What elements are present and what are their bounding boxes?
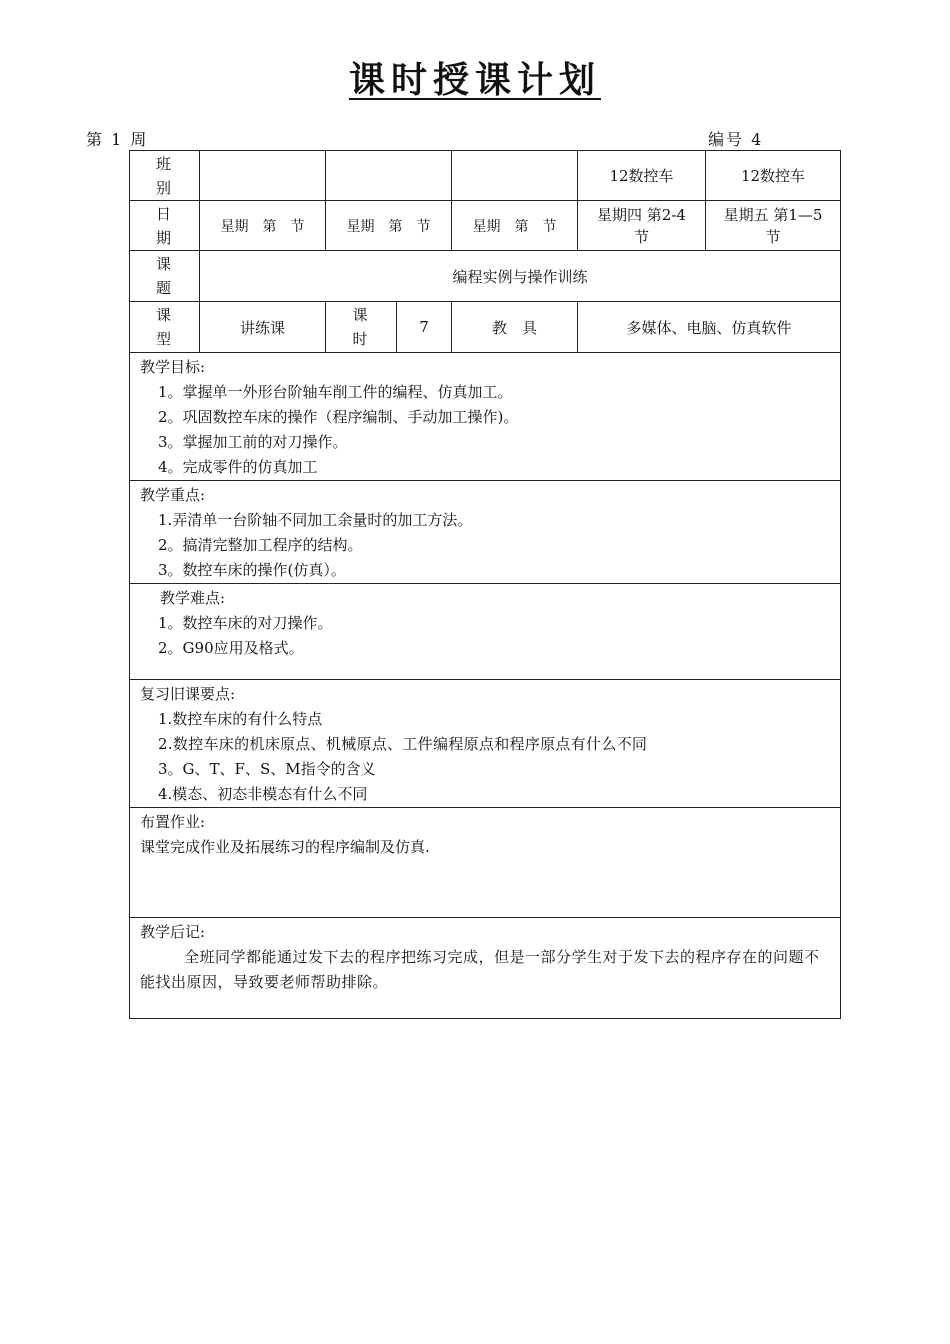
review-row (130, 680, 841, 808)
postscript-text: 全班同学都能通过发下去的程序把练习完成，但是一部分学生对于发下去的程序存在的问题不能找出原因，导致要老师帮助排除。 (140, 948, 820, 991)
difficulty-item: 1。数控车床的对刀操作。 (158, 614, 333, 632)
class-cell-4: 12数控车 (578, 151, 706, 201)
date-cell-5: 星期五 第1—5 节 (706, 201, 841, 251)
postscript-row (130, 918, 841, 1019)
date-cell-4: 星期四 第2-4 节 (578, 201, 706, 251)
serial-number: 编号 4 (708, 130, 764, 149)
postscript-section (130, 918, 841, 1019)
date-row (130, 201, 841, 251)
tools-value: 多媒体、电脑、仿真软件 (578, 302, 841, 353)
key-point-item: 2。搞清完整加工程序的结构。 (158, 536, 363, 554)
date-cell-2: 星期 第 节 (326, 201, 452, 251)
week-label: 第 1 周 (86, 130, 149, 149)
objectives-row (130, 353, 841, 481)
date-label: 日 期 (130, 201, 200, 251)
class-row (130, 151, 841, 201)
objective-item: 4。完成零件的仿真加工 (158, 458, 318, 476)
difficulties-section (130, 584, 841, 680)
review-item: 2.数控车床的机床原点、机械原点、工件编程原点和程序原点有什么不同 (158, 735, 648, 753)
type-row (130, 302, 841, 353)
objectives-heading: 教学目标: (140, 358, 206, 376)
class-cell-1 (200, 151, 326, 201)
class-cell-3 (452, 151, 578, 201)
title-text: 课时授课计划 (348, 60, 601, 101)
date-cell-3: 星期 第 节 (452, 201, 578, 251)
difficulties-row (130, 584, 841, 680)
key-points-section (130, 481, 841, 584)
hours-label: 课 时 (326, 302, 397, 353)
homework-row (130, 808, 841, 918)
homework-text: 课堂完成作业及拓展练习的程序编制及仿真. (140, 838, 430, 856)
key-points-row (130, 481, 841, 584)
topic-value: 编程实例与操作训练 (200, 251, 841, 302)
postscript-heading: 教学后记: (140, 923, 206, 941)
topic-row (130, 251, 841, 302)
review-item: 1.数控车床的有什么特点 (158, 710, 323, 728)
tools-label: 教 具 (452, 302, 578, 353)
key-points-heading: 教学重点: (140, 486, 206, 504)
topic-label: 课 题 (130, 251, 200, 302)
homework-section (130, 808, 841, 918)
objectives-section (130, 353, 841, 481)
difficulty-item: 2。G90应用及格式。 (158, 639, 304, 657)
hours-value: 7 (397, 302, 452, 353)
review-item: 4.模态、初态非模态有什么不同 (158, 785, 368, 803)
key-point-item: 1.弄清单一台阶轴不同加工余量时的加工方法。 (158, 511, 473, 529)
objective-item: 2。巩固数控车床的操作（程序编制、手动加工操作)。 (158, 408, 519, 426)
difficulties-heading: 教学难点: (160, 589, 226, 607)
date-cell-1: 星期 第 节 (200, 201, 326, 251)
type-label: 课 型 (130, 302, 200, 353)
objective-item: 1。掌握单一外形台阶轴车削工件的编程、仿真加工。 (158, 383, 513, 401)
objective-item: 3。掌握加工前的对刀操作。 (158, 433, 348, 451)
homework-heading: 布置作业: (140, 813, 206, 831)
review-heading: 复习旧课要点: (140, 685, 236, 703)
page-title (0, 52, 950, 103)
lesson-plan-table (129, 150, 841, 1019)
review-item: 3。G、T、F、S、M指令的含义 (158, 760, 376, 778)
review-section (130, 680, 841, 808)
type-value: 讲练课 (200, 302, 326, 353)
class-cell-2 (326, 151, 452, 201)
class-cell-5: 12数控车 (706, 151, 841, 201)
class-label: 班 别 (130, 151, 200, 201)
key-point-item: 3。数控车床的操作(仿真）。 (158, 561, 346, 579)
